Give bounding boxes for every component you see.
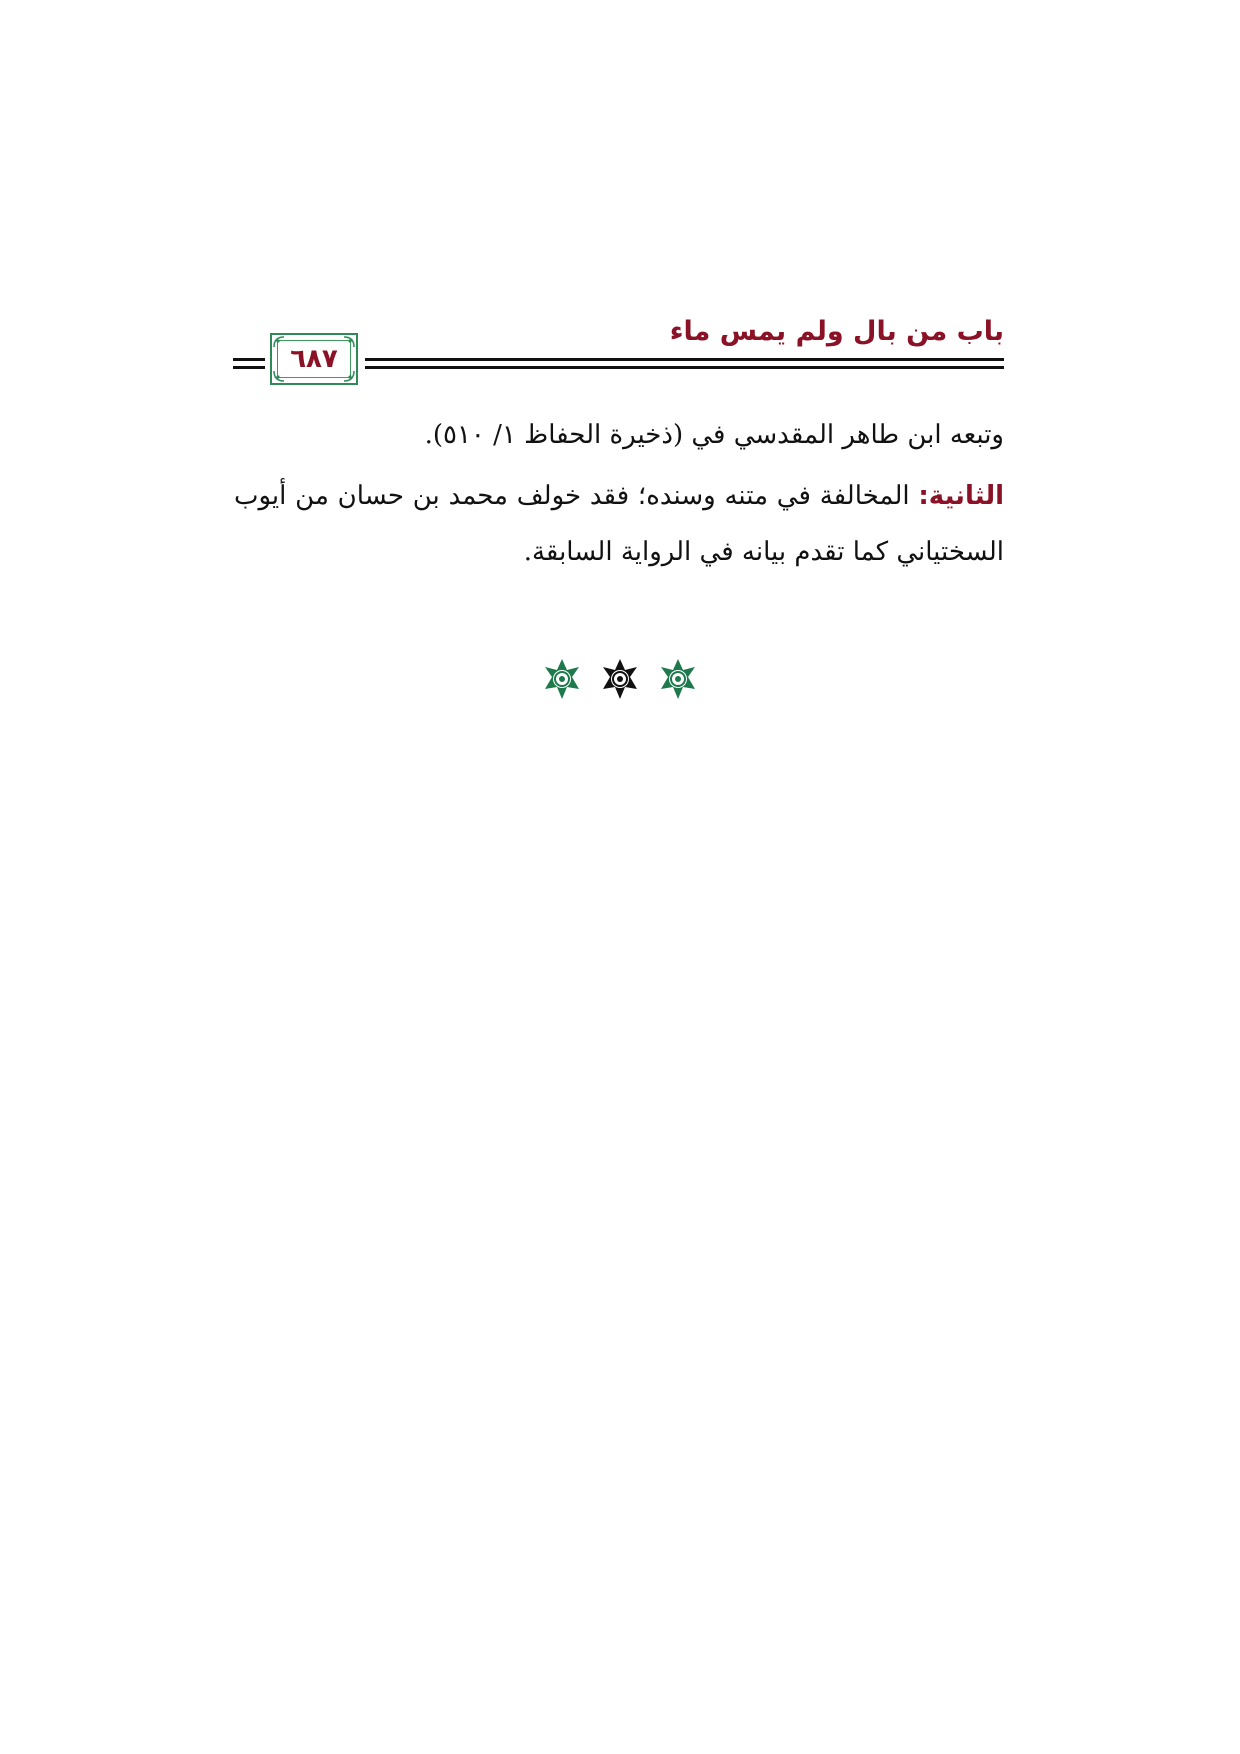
header-rule-right-top [365, 358, 1004, 361]
paragraph-1: وتبعه ابن طاهر المقدسي في (ذخيرة الحفاظ ١/ ٥١٠). [424, 420, 1004, 450]
header-rule-left-top [233, 358, 265, 361]
floral-star-icon [540, 657, 584, 701]
header-rule-right-bottom [365, 366, 1004, 369]
floral-star-icon [656, 657, 700, 701]
floral-star-icon [598, 657, 642, 701]
page-number-frame [270, 333, 358, 385]
paragraph-2-text: المخالفة في متنه وسنده؛ فقد خولف محمد بن حسان من أيوب السختياني كما تقدم بيانه في الرواية السابقة. [234, 481, 1004, 567]
header-rule-left-bottom [233, 366, 265, 369]
page-number: ٦٨٧ [290, 344, 338, 374]
paragraph-2 [234, 468, 1004, 580]
paragraph-2-label: الثانية: [918, 481, 1004, 511]
chapter-title: باب من بال ولم يمس ماء [669, 316, 1004, 347]
section-divider [540, 657, 700, 701]
